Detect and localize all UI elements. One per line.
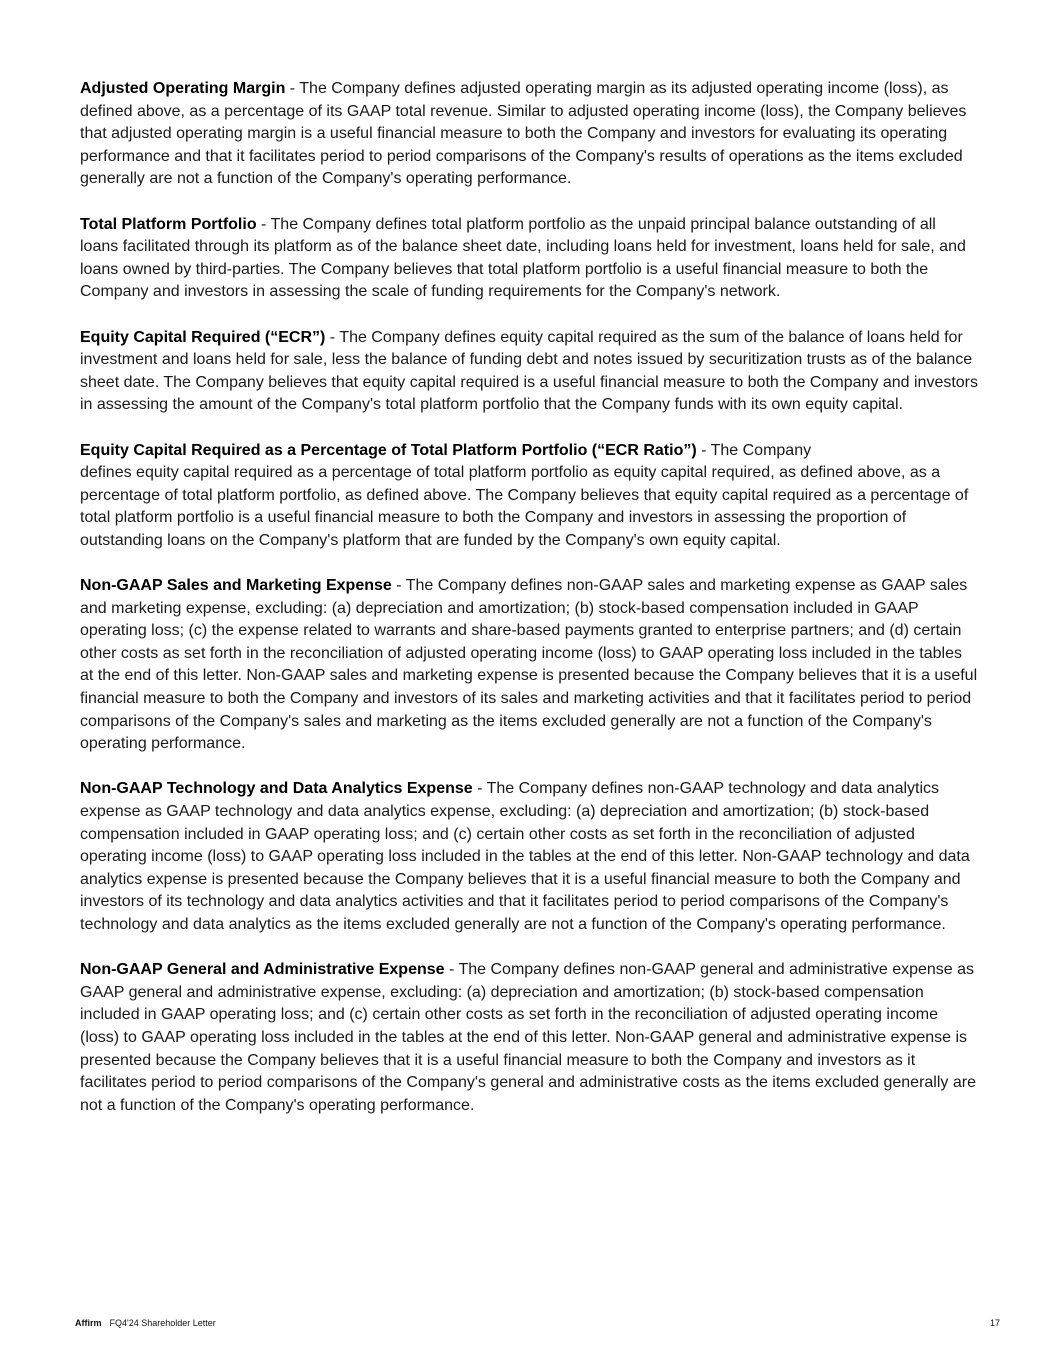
brand-name: Affirm [75, 1318, 102, 1328]
definition: defines equity capital required as a percentage of total platform portfolio as equity capital required, as defined above, as a percentage of total platform portfolio, as defined above. The Company believes that equity capital required as a percentage of total platform portfolio is a useful financial measure to both the Company and investors in assessing the proportion of outstanding loans on the Company's platform that are funded by the Company's own equity capital. [80, 464, 969, 549]
definition: - The Company defines equity capital required as the sum of the balance of loans held for investment and loans held for sale, less the balance of funding debt and notes issued by securitization trusts as of the balance sheet date. The Company believes that equity capital required is a useful financial measure to both the Company and investors in assessing the amount of the Company's total platform portfolio that the Company funds with its own equity capital. [80, 328, 979, 414]
page-number: 17 [989, 1318, 1000, 1328]
document-body [80, 78, 978, 1140]
definition: - The Company defines adjusted operating margin as its adjusted operating income (loss), as defined above, as a percentage of its GAAP total revenue. Similar to adjusted operating income (loss), the Company believes that adjusted operating margin is a useful financial measure to both the Company and investors for evaluating its operating performance and that it facilitates period to period comparisons of the Company's results of operations as the items excluded generally are not a function of the Company's operating performance. [80, 80, 967, 188]
term: Non-GAAP Sales and Marketing Expense [80, 577, 392, 595]
term: Adjusted Operating Margin [80, 80, 286, 97]
definition-non-gaap-sales-marketing [80, 575, 978, 756]
definition-lead: - The Company [696, 441, 812, 459]
definition: - The Company defines total platform portfolio as the unpaid principal balance outstanding of all loans facilitated through its platform as of the balance sheet date, including loans held for investment, loans held for sale, and loans owned by third-parties. The Company believes that total platform portfolio is a useful financial measure to both the Company and investors in assessing the scale of funding requirements for the Company's network. [80, 215, 966, 301]
document-title: FQ4'24 Shareholder Letter [109, 1318, 216, 1328]
term: Non-GAAP General and Administrative Expense [80, 961, 445, 979]
definition-non-gaap-technology [80, 778, 978, 936]
term: Equity Capital Required as a Percentage of Total Platform Portfolio (“ECR Ratio”) [80, 441, 697, 459]
definition: - The Company defines non-GAAP technology and data analytics expense as GAAP technology and data analytics expense, excluding: (a) depreciation and amortization; (b) stock-based compensation included in GAAP operating loss; and (c) certain other costs as set forth in the reconciliation of adjusted operating income (loss) to GAAP operating loss included in the tables at the end of this letter. Non-GAAP technology and data analytics expense is presented because the Company believes that it is a useful financial measure to both the Company and investors of its technology and data analytics activities and that it facilitates period to period comparisons of the Company's technology and data analytics as the items excluded generally are not a function of the Company's operating performance. [80, 780, 970, 933]
page-footer [75, 1318, 1000, 1328]
definition-non-gaap-g-and-a [80, 959, 978, 1117]
term: Non-GAAP Technology and Data Analytics Expense [80, 780, 473, 798]
definition-adjusted-operating-margin [80, 78, 978, 191]
definition-total-platform-portfolio [80, 214, 978, 304]
definition-ecr-ratio [80, 440, 978, 553]
definition: - The Company defines non-GAAP general and administrative expense as GAAP general and administrative expense, excluding: (a) depreciation and amortization; (b) stock-based compensation included in GAAP operating loss; and (c) certain other costs as set forth in the reconciliation of adjusted operating income (loss) to GAAP operating loss included in the tables at the end of this letter. Non-GAAP general and administrative expense is presented because the Company believes that it is a useful financial measure to both the Company and investors as it facilitates period to period comparisons of the Company's general and administrative costs as the items excluded generally are not a function of the Company's operating performance. [80, 961, 976, 1114]
definition-ecr [80, 327, 978, 417]
term: Total Platform Portfolio [80, 215, 257, 233]
term: Equity Capital Required (“ECR”) [80, 328, 326, 346]
definition: - The Company defines non-GAAP sales and marketing expense as GAAP sales and marketing expense, excluding: (a) depreciation and amortization; (b) stock-based compensation included in GAAP operating loss; (c) the expense related to warrants and share-based payments granted to enterprise partners; and (d) certain other costs as set forth in the reconciliation of adjusted operating income (loss) to GAAP operating loss included in the tables at the end of this letter. Non-GAAP sales and marketing expense is presented because the Company believes that it is a useful financial measure to both the Company and investors of its sales and marketing activities and that it facilitates period to period comparisons of the Company's sales and marketing as the items excluded generally are not a function of the Company's operating performance. [80, 577, 978, 753]
